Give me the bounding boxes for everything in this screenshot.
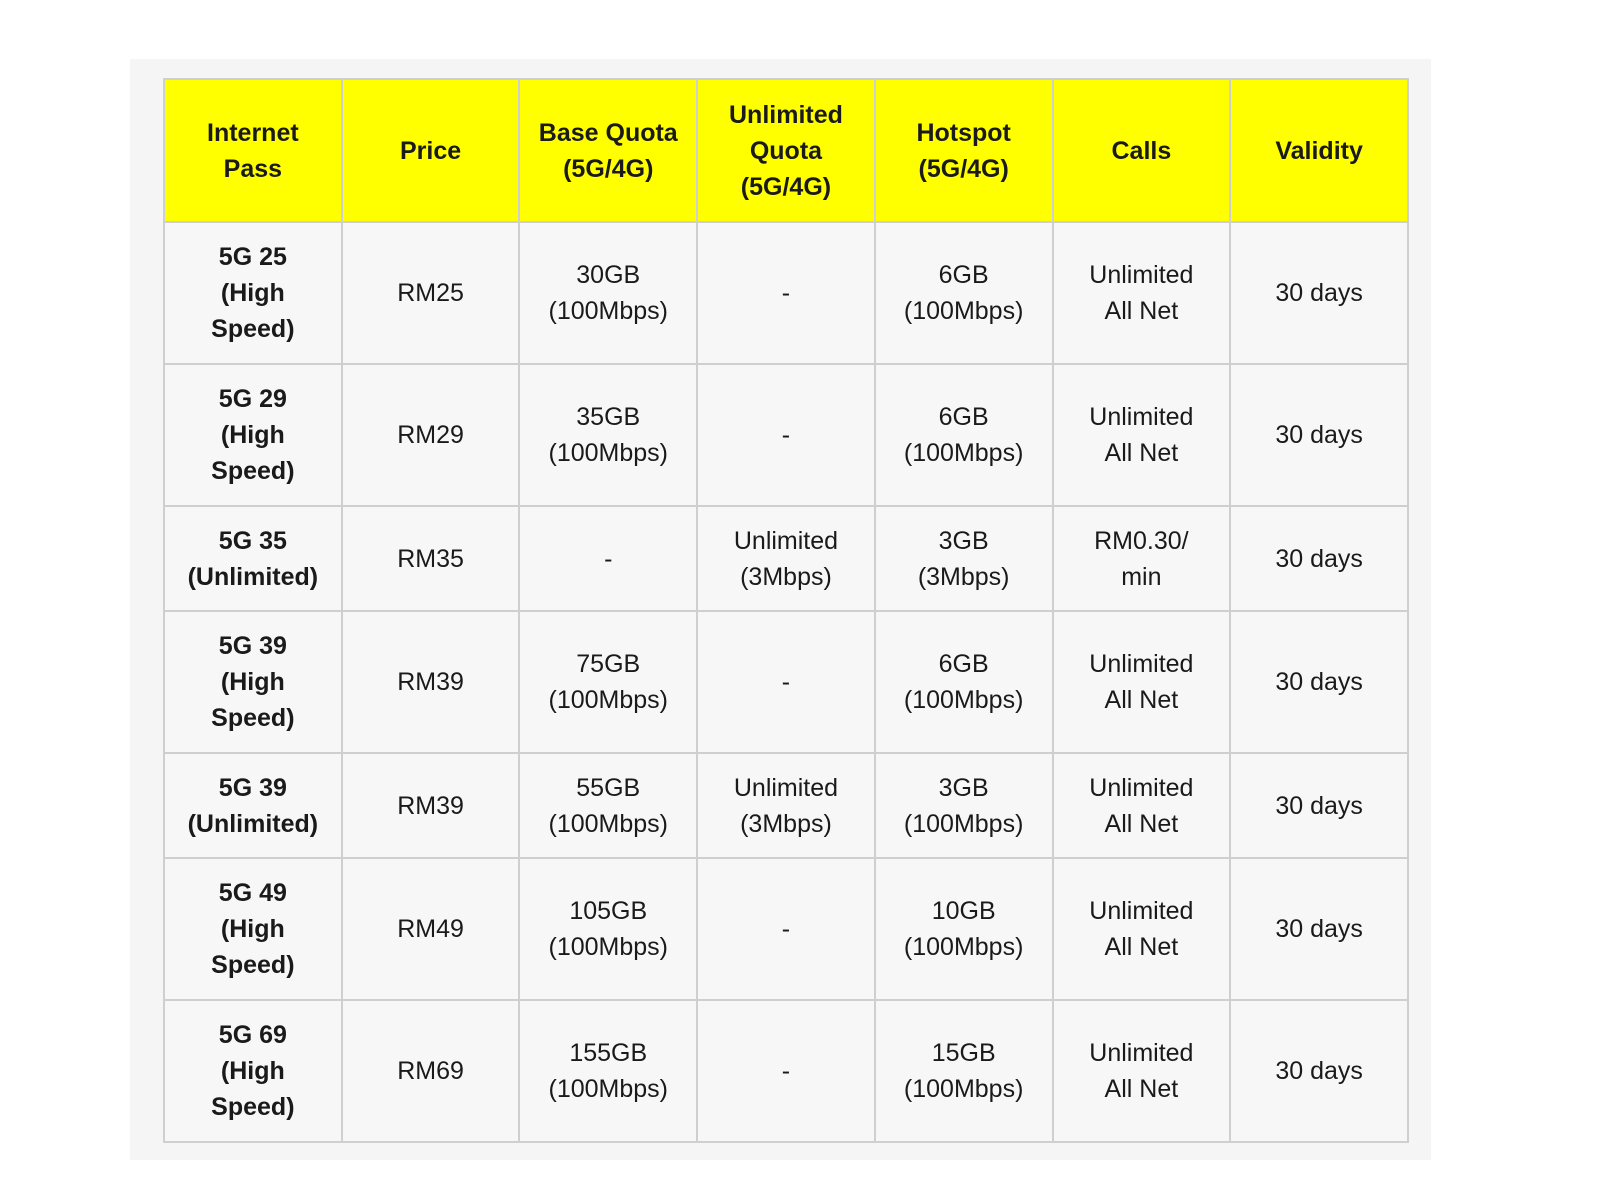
header-internet-pass: Internet Pass <box>164 79 342 222</box>
cell-price: RM49 <box>342 858 520 1000</box>
cell-price: RM69 <box>342 1000 520 1142</box>
cell-pass: 5G 69 (High Speed) <box>164 1000 342 1142</box>
header-price: Price <box>342 79 520 222</box>
header-calls: Calls <box>1053 79 1231 222</box>
table-row <box>164 222 1408 364</box>
cell-price: RM25 <box>342 222 520 364</box>
cell-pass: 5G 25 (High Speed) <box>164 222 342 364</box>
header-hotspot: Hotspot (5G/4G) <box>875 79 1053 222</box>
cell-price: RM35 <box>342 506 520 611</box>
cell-price: RM39 <box>342 611 520 753</box>
cell-base-quota: 30GB (100Mbps) <box>519 222 697 364</box>
cell-validity: 30 days <box>1230 1000 1408 1142</box>
cell-unlimited-quota: - <box>697 611 875 753</box>
table-row <box>164 1000 1408 1142</box>
header-unlimited-quota: Unlimited Quota (5G/4G) <box>697 79 875 222</box>
cell-base-quota: 55GB (100Mbps) <box>519 753 697 858</box>
cell-base-quota: 75GB (100Mbps) <box>519 611 697 753</box>
cell-unlimited-quota: Unlimited (3Mbps) <box>697 506 875 611</box>
table-row <box>164 364 1408 506</box>
cell-calls: RM0.30/ min <box>1053 506 1231 611</box>
cell-hotspot: 15GB (100Mbps) <box>875 1000 1053 1142</box>
cell-validity: 30 days <box>1230 858 1408 1000</box>
cell-base-quota: - <box>519 506 697 611</box>
cell-pass: 5G 49 (High Speed) <box>164 858 342 1000</box>
cell-calls: Unlimited All Net <box>1053 753 1231 858</box>
internet-pass-table <box>163 78 1409 1143</box>
cell-base-quota: 105GB (100Mbps) <box>519 858 697 1000</box>
cell-hotspot: 6GB (100Mbps) <box>875 611 1053 753</box>
table-row <box>164 753 1408 858</box>
cell-validity: 30 days <box>1230 753 1408 858</box>
cell-pass: 5G 29 (High Speed) <box>164 364 342 506</box>
cell-calls: Unlimited All Net <box>1053 222 1231 364</box>
cell-unlimited-quota: - <box>697 364 875 506</box>
table-row <box>164 611 1408 753</box>
cell-hotspot: 10GB (100Mbps) <box>875 858 1053 1000</box>
cell-price: RM29 <box>342 364 520 506</box>
cell-hotspot: 6GB (100Mbps) <box>875 364 1053 506</box>
cell-hotspot: 6GB (100Mbps) <box>875 222 1053 364</box>
cell-base-quota: 35GB (100Mbps) <box>519 364 697 506</box>
cell-price: RM39 <box>342 753 520 858</box>
cell-pass: 5G 39 (Unlimited) <box>164 753 342 858</box>
cell-validity: 30 days <box>1230 611 1408 753</box>
cell-validity: 30 days <box>1230 364 1408 506</box>
cell-hotspot: 3GB (100Mbps) <box>875 753 1053 858</box>
cell-validity: 30 days <box>1230 506 1408 611</box>
table-row <box>164 506 1408 611</box>
cell-unlimited-quota: Unlimited (3Mbps) <box>697 753 875 858</box>
cell-pass: 5G 35 (Unlimited) <box>164 506 342 611</box>
header-validity: Validity <box>1230 79 1408 222</box>
cell-calls: Unlimited All Net <box>1053 858 1231 1000</box>
cell-unlimited-quota: - <box>697 1000 875 1142</box>
cell-hotspot: 3GB (3Mbps) <box>875 506 1053 611</box>
header-base-quota: Base Quota (5G/4G) <box>519 79 697 222</box>
cell-base-quota: 155GB (100Mbps) <box>519 1000 697 1142</box>
cell-calls: Unlimited All Net <box>1053 611 1231 753</box>
cell-calls: Unlimited All Net <box>1053 364 1231 506</box>
cell-calls: Unlimited All Net <box>1053 1000 1231 1142</box>
cell-validity: 30 days <box>1230 222 1408 364</box>
table-row <box>164 858 1408 1000</box>
cell-unlimited-quota: - <box>697 858 875 1000</box>
cell-unlimited-quota: - <box>697 222 875 364</box>
table-header-row <box>164 79 1408 222</box>
cell-pass: 5G 39 (High Speed) <box>164 611 342 753</box>
